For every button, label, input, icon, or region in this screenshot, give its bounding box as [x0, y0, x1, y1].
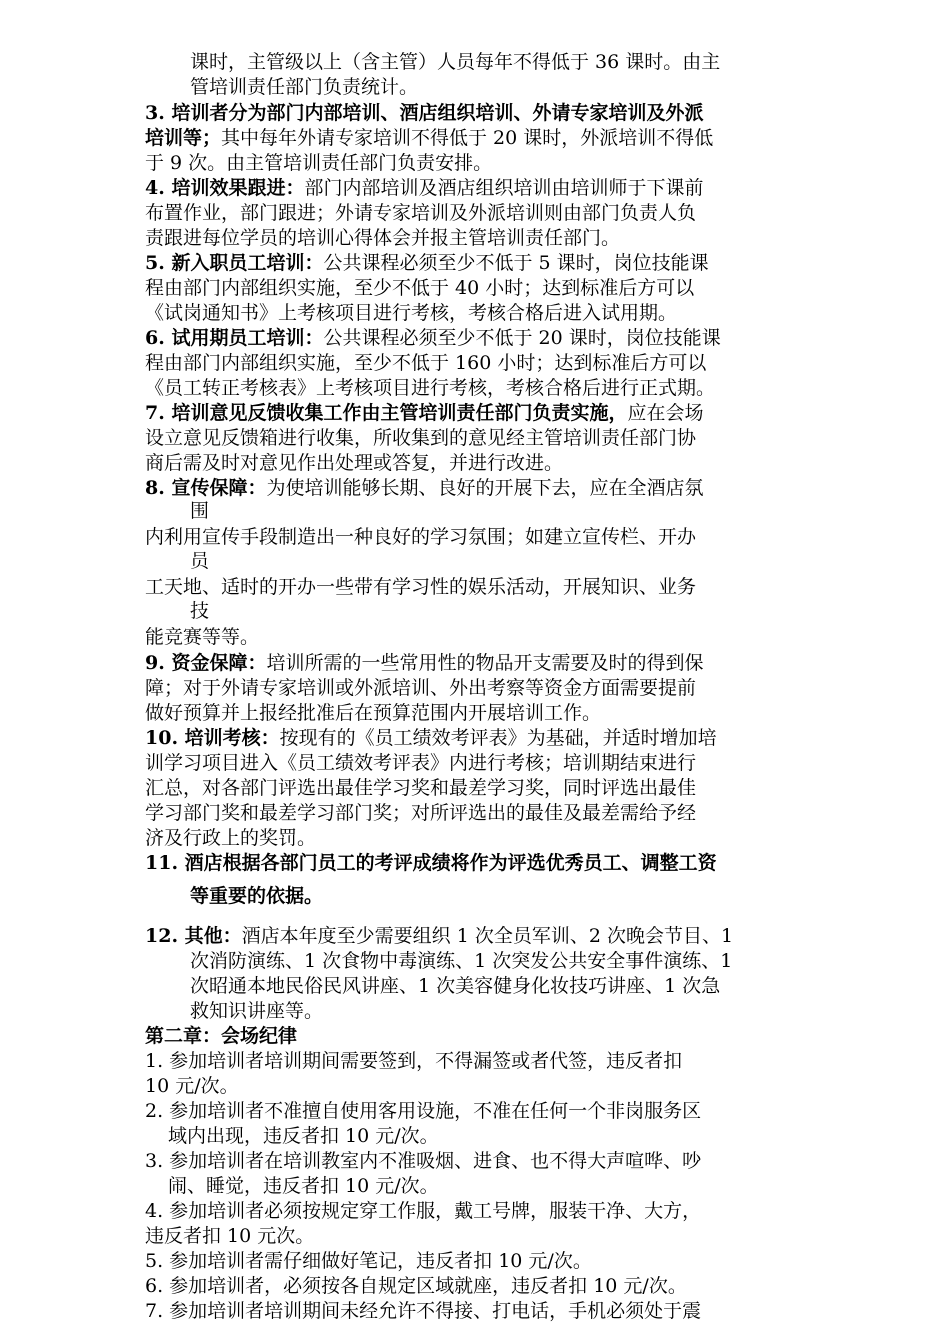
rule-item: 6. 参加培训者，必须按各自规定区域就座，违反者扣 10 元/次。: [145, 1275, 687, 1297]
item-heading-9: [145, 651, 703, 675]
text-line: 障；对于外请专家培训或外派培训、外出考察等资金方面需要提前: [145, 677, 697, 699]
heading-text: 公共课程必须至少不低于 20 课时，岗位技能课: [323, 327, 721, 349]
text-line: 管培训责任部门负责统计。: [190, 76, 419, 98]
text-line: [190, 884, 323, 908]
text-line: 闹、睡觉，违反者扣 10 元/次。: [168, 1175, 439, 1197]
text-line: 技: [190, 600, 210, 622]
heading-bold: 等重要的依据。: [190, 885, 324, 907]
text-line: 工天地、适时的开办一些带有学习性的娱乐活动，开展知识、业务: [145, 576, 697, 598]
item-heading-6: [145, 326, 721, 350]
text-line: 《试岗通知书》上考核项目进行考核，考核合格后进入试用期。: [145, 302, 678, 324]
chapter-heading: 第二章：会场纪律: [145, 1025, 298, 1047]
item-heading-11: [145, 851, 717, 875]
text-line: 员: [190, 550, 210, 572]
heading-bold: 12. 其他：: [145, 925, 242, 947]
heading-bold: 5. 新入职员工培训：: [145, 252, 324, 274]
heading-bold: 6. 试用期员工培训：: [145, 327, 324, 349]
text-line: 救知识讲座等。: [190, 1000, 324, 1022]
heading-text: 应在会场: [627, 402, 704, 424]
text-line: 程由部门内部组织实施，至少不低于 160 小时；达到标准后方可以: [145, 352, 707, 374]
item-heading-12: [145, 924, 733, 948]
text-line: 做好预算并上报经批准后在预算范围内开展培训工作。: [145, 702, 602, 724]
text-line: 布置作业，部门跟进；外请专家培训及外派培训则由部门负责人负: [145, 202, 697, 224]
text-line: 课时，主管级以上（含主管）人员每年不得低于 36 课时。由主: [190, 51, 721, 73]
item-heading-10: [145, 726, 717, 750]
rule-item: 5. 参加培训者需仔细做好笔记，违反者扣 10 元/次。: [145, 1250, 592, 1272]
text-line: 责跟进每位学员的培训心得体会并报主管培训责任部门。: [145, 227, 621, 249]
heading-bold: 3. 培训者分为部门内部培训、酒店组织培训、外请专家培训及外派: [145, 102, 704, 124]
text-line: 内利用宣传手段制造出一种良好的学习氛围；如建立宣传栏、开办: [145, 526, 697, 548]
rule-item: 2. 参加培训者不准擅自使用客用设施，不准在任何一个非岗服务区: [145, 1100, 702, 1122]
text-line: 次消防演练、1 次食物中毒演练、1 次突发公共安全事件演练、1: [190, 950, 733, 972]
heading-text: 为使培训能够长期、良好的开展下去，应在全酒店氛: [266, 477, 704, 499]
text-line: 违反者扣 10 元次。: [145, 1225, 315, 1247]
rule-item: 3. 参加培训者在培训教室内不准吸烟、进食、也不得大声喧哗、吵: [145, 1150, 702, 1172]
heading-text: 其中每年外请专家培训不得低于 20 课时，外派培训不得低: [221, 127, 714, 149]
text-line: 汇总，对各部门评选出最佳学习奖和最差学习奖，同时评选出最佳: [145, 777, 697, 799]
text-line: 商后需及时对意见作出处理或答复，并进行改进。: [145, 452, 564, 474]
rule-item: 4. 参加培训者必须按规定穿工作服，戴工号牌，服装干净、大方，: [145, 1200, 702, 1222]
item-heading-8: [145, 476, 703, 500]
heading-text: 部门内部培训及酒店组织培训由培训师于下课前: [304, 177, 704, 199]
heading-bold: 4. 培训效果跟进：: [145, 177, 305, 199]
text-line: 设立意见反馈箱进行收集，所收集到的意见经主管培训责任部门协: [145, 427, 697, 449]
text-line: 10 元/次。: [145, 1075, 239, 1097]
text-line: 次昭通本地民俗民风讲座、1 次美容健身化妆技巧讲座、1 次急: [190, 975, 721, 997]
item-heading-4: [145, 176, 703, 200]
item-heading-7: [145, 401, 703, 425]
heading-bold: 11. 酒店根据各部门员工的考评成绩将作为评选优秀员工、调整工资: [145, 852, 717, 874]
rule-item: 1. 参加培训者培训期间需要签到，不得漏签或者代签，违反者扣: [145, 1050, 683, 1072]
item-heading-5: [145, 251, 709, 275]
heading-bold: 7. 培训意见反馈收集工作由主管培训责任部门负责实施，: [145, 402, 628, 424]
heading-bold: 9. 资金保障：: [145, 652, 267, 674]
heading-text: 按现有的《员工绩效考评表》为基础，并适时增加培: [279, 727, 717, 749]
rule-item: 7. 参加培训者培训期间未经允许不得接、打电话，手机必须处于震: [145, 1300, 702, 1322]
text-line: 程由部门内部组织实施，至少不低于 40 小时；达到标准后方可以: [145, 277, 695, 299]
text-line: 训学习项目进入《员工绩效考评表》内进行考核；培训期结束进行: [145, 752, 697, 774]
text-line: 围: [190, 500, 210, 522]
text-line: 学习部门奖和最差学习部门奖；对所评选出的最佳及最差需给予经: [145, 802, 697, 824]
text-line: [145, 126, 713, 150]
text-line: 《员工转正考核表》上考核项目进行考核，考核合格后进行正式期。: [145, 377, 716, 399]
text-line: 济及行政上的奖罚。: [145, 827, 317, 849]
heading-text: 公共课程必须至少不低于 5 课时，岗位技能课: [323, 252, 709, 274]
text-line: 能竞赛等等。: [145, 626, 260, 648]
text-line: 域内出现，违反者扣 10 元/次。: [168, 1125, 439, 1147]
heading-bold: 10. 培训考核：: [145, 727, 280, 749]
item-heading-3: [145, 101, 703, 125]
heading-text: 培训所需的一些常用性的物品开支需要及时的得到保: [266, 652, 704, 674]
heading-bold: 培训等；: [145, 127, 222, 149]
heading-bold: 8. 宣传保障：: [145, 477, 267, 499]
heading-text: 酒店本年度至少需要组织 1 次全员军训、2 次晚会节目、1: [241, 925, 734, 947]
text-line: 于 9 次。由主管培训责任部门负责安排。: [145, 152, 493, 174]
